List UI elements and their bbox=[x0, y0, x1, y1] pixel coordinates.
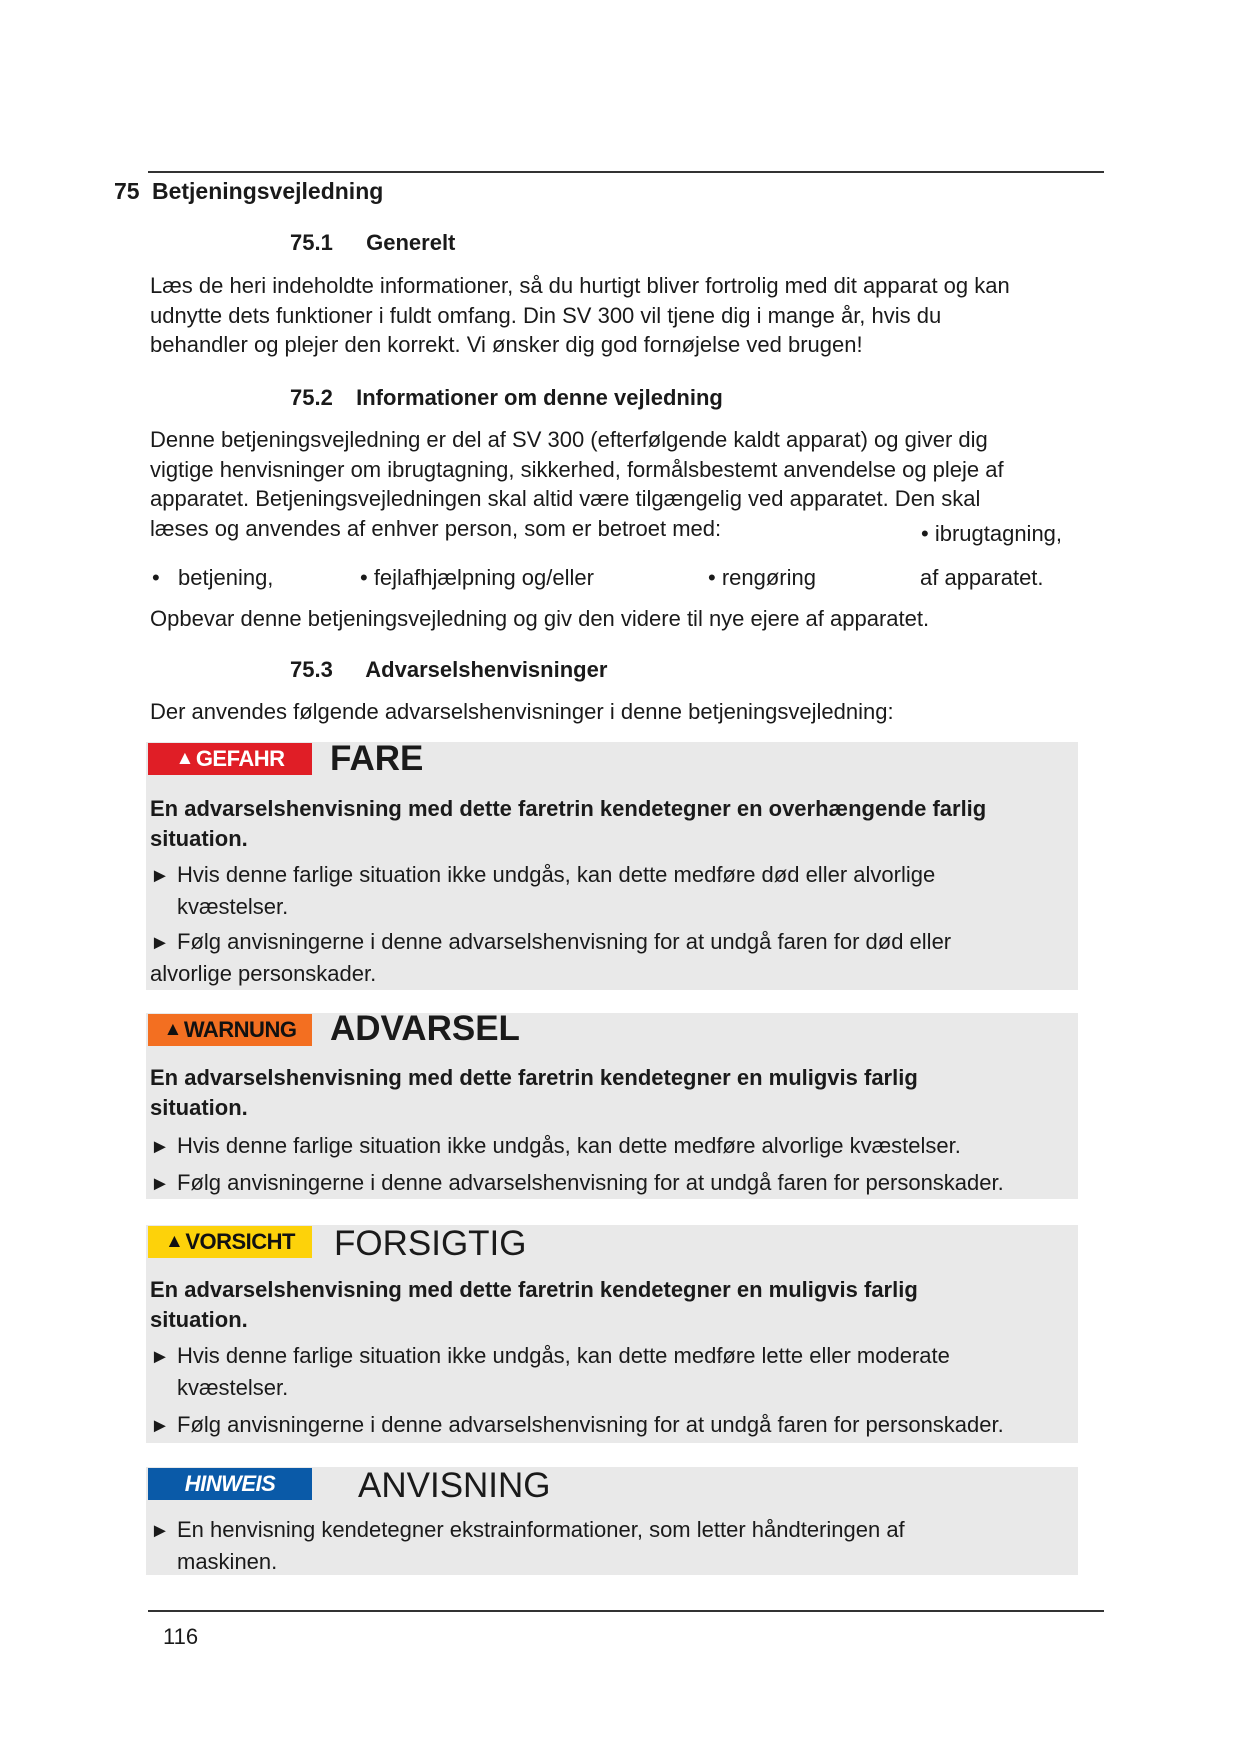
section-title: Generelt bbox=[366, 230, 456, 255]
text-line: situation. bbox=[150, 1094, 248, 1120]
section-number: 75.1 bbox=[290, 230, 333, 255]
notice-badge bbox=[148, 1468, 312, 1500]
footer-rule bbox=[148, 1610, 1104, 1612]
arrow-right-icon: ► bbox=[150, 865, 170, 887]
text-line: udnytte dets funktioner i fuldt omfang. Din SV 300 vil tjene dig i mange år, hvis du bbox=[150, 302, 942, 328]
text-line: En advarselshenvisning med dette faretrin kendetegner en muligvis farlig bbox=[150, 1277, 918, 1302]
badge-label: GEFAHR bbox=[195, 746, 285, 771]
warning-title: ADVARSEL bbox=[330, 1009, 520, 1048]
text-line: vigtige henvisninger om ibrugtagning, sikkerhed, formålsbestemt anvendelse og pleje af bbox=[150, 456, 1004, 482]
text-line: Denne betjeningsvejledning er del af SV 300 (efterfølgende kaldt apparat) og giver dig bbox=[150, 427, 988, 452]
arrow-right-icon: ► bbox=[150, 1173, 170, 1195]
arrow-right-icon: ► bbox=[150, 1136, 170, 1158]
bullet-icon: • bbox=[152, 565, 160, 590]
section-number: 75.2 bbox=[290, 385, 333, 410]
arrow-right-icon: ► bbox=[150, 932, 170, 954]
warning-triangle-icon: ▲ bbox=[175, 748, 194, 769]
section-title: Informationer om denne vejledning bbox=[356, 385, 723, 410]
bullet-list bbox=[150, 565, 1090, 595]
caution-item-2 bbox=[150, 1410, 1070, 1442]
text-line: situation. bbox=[150, 825, 248, 851]
page-number: 116 bbox=[163, 1624, 199, 1649]
generelt-paragraph bbox=[150, 271, 1090, 360]
bullet-betjening: betjening, bbox=[178, 565, 274, 590]
advarsel-intro: Der anvendes følgende advarselshenvisninger i denne betjeningsvejledning: bbox=[150, 699, 894, 724]
bullet-tail: af apparatet. bbox=[920, 565, 1044, 590]
danger-badge bbox=[148, 743, 312, 775]
section-heading-advarsel bbox=[290, 657, 607, 683]
caution-description bbox=[150, 1275, 1070, 1334]
danger-item-1 bbox=[150, 860, 1070, 921]
text-line: Følg anvisningerne i denne advarselshenvisning for at undgå faren for personskader. bbox=[177, 1170, 1004, 1195]
notice-item-1 bbox=[150, 1515, 1070, 1576]
caution-badge bbox=[148, 1226, 312, 1258]
caution-item-1 bbox=[150, 1341, 1070, 1402]
text-line: behandler og plejer den korrekt. Vi ønsker dig god fornøjelse ved brugen! bbox=[150, 332, 863, 357]
arrow-right-icon: ► bbox=[150, 1520, 170, 1542]
chapter-title: Betjeningsvejledning bbox=[151, 178, 384, 204]
text-line: Hvis denne farlige situation ikke undgås, kan dette medføre død eller alvorlige bbox=[177, 862, 936, 887]
section-heading-generelt bbox=[290, 230, 455, 256]
warning-box bbox=[146, 1009, 1078, 1199]
text-line: Læs de heri indeholdte informationer, så du hurtigt bliver fortrolig med dit apparat og kan bbox=[150, 273, 1010, 298]
text-line: kvæstelser. bbox=[177, 893, 289, 919]
arrow-right-icon: ► bbox=[150, 1346, 170, 1368]
bullet-rengoering: • rengøring bbox=[708, 565, 816, 590]
danger-description bbox=[150, 794, 1070, 853]
text-line: En advarselshenvisning med dette faretrin kendetegner en muligvis farlig bbox=[150, 1065, 918, 1090]
warning-item-2 bbox=[150, 1168, 1070, 1200]
caution-box bbox=[146, 1225, 1078, 1443]
text-line: Hvis denne farlige situation ikke undgås, kan dette medføre lette eller moderate bbox=[177, 1343, 950, 1368]
danger-title: FARE bbox=[330, 739, 424, 778]
section-heading-informationer bbox=[290, 385, 723, 411]
danger-box bbox=[146, 739, 1078, 990]
badge-label: HINWEIS bbox=[184, 1471, 276, 1496]
warning-triangle-icon: ▲ bbox=[163, 1019, 182, 1040]
warning-item-1 bbox=[150, 1131, 1070, 1163]
section-title: Advarselshenvisninger bbox=[365, 657, 608, 682]
chapter-heading bbox=[114, 178, 383, 205]
closing-line: Opbevar denne betjeningsvejledning og giv den videre til nye ejere af apparatet. bbox=[150, 606, 930, 631]
text-line: alvorlige personskader. bbox=[150, 960, 377, 986]
text-line: Hvis denne farlige situation ikke undgås, kan dette medføre alvorlige kvæstelser. bbox=[177, 1133, 961, 1158]
caution-title: FORSIGTIG bbox=[334, 1224, 527, 1263]
badge-label: VORSICHT bbox=[185, 1229, 295, 1254]
notice-title: ANVISNING bbox=[358, 1466, 551, 1505]
arrow-right-icon: ► bbox=[150, 1415, 170, 1437]
text-line: kvæstelser. bbox=[177, 1374, 289, 1400]
chapter-number: 75 bbox=[114, 178, 140, 204]
warning-triangle-icon: ▲ bbox=[165, 1231, 184, 1252]
warning-badge bbox=[148, 1014, 312, 1046]
text-line: situation. bbox=[150, 1306, 248, 1332]
text-line: Følg anvisningerne i denne advarselshenvisning for at undgå faren for personskader. bbox=[177, 1412, 1004, 1437]
warning-description bbox=[150, 1063, 1070, 1122]
header-rule bbox=[148, 171, 1104, 173]
badge-label: WARNUNG bbox=[183, 1017, 297, 1042]
bullet-fejlafhjaelpning: • fejlafhjælpning og/eller bbox=[360, 565, 594, 590]
danger-item-2 bbox=[150, 927, 1070, 988]
text-line: Følg anvisningerne i denne advarselshenvisning for at undgå faren for død eller bbox=[177, 929, 952, 954]
text-line: En advarselshenvisning med dette faretrin kendetegner en overhængende farlig bbox=[150, 796, 987, 821]
text-line: maskinen. bbox=[177, 1548, 278, 1574]
bullet-inline: • ibrugtagning, bbox=[921, 521, 1063, 546]
section-number: 75.3 bbox=[290, 657, 333, 682]
notice-box bbox=[146, 1467, 1078, 1575]
text-line: læses og anvendes af enhver person, som er betroet med: bbox=[150, 515, 722, 541]
text-line: apparatet. Betjeningsvejledningen skal altid være tilgængelig ved apparatet. Den skal bbox=[150, 486, 981, 511]
text-line: En henvisning kendetegner ekstrainformationer, som letter håndteringen af bbox=[177, 1517, 905, 1542]
